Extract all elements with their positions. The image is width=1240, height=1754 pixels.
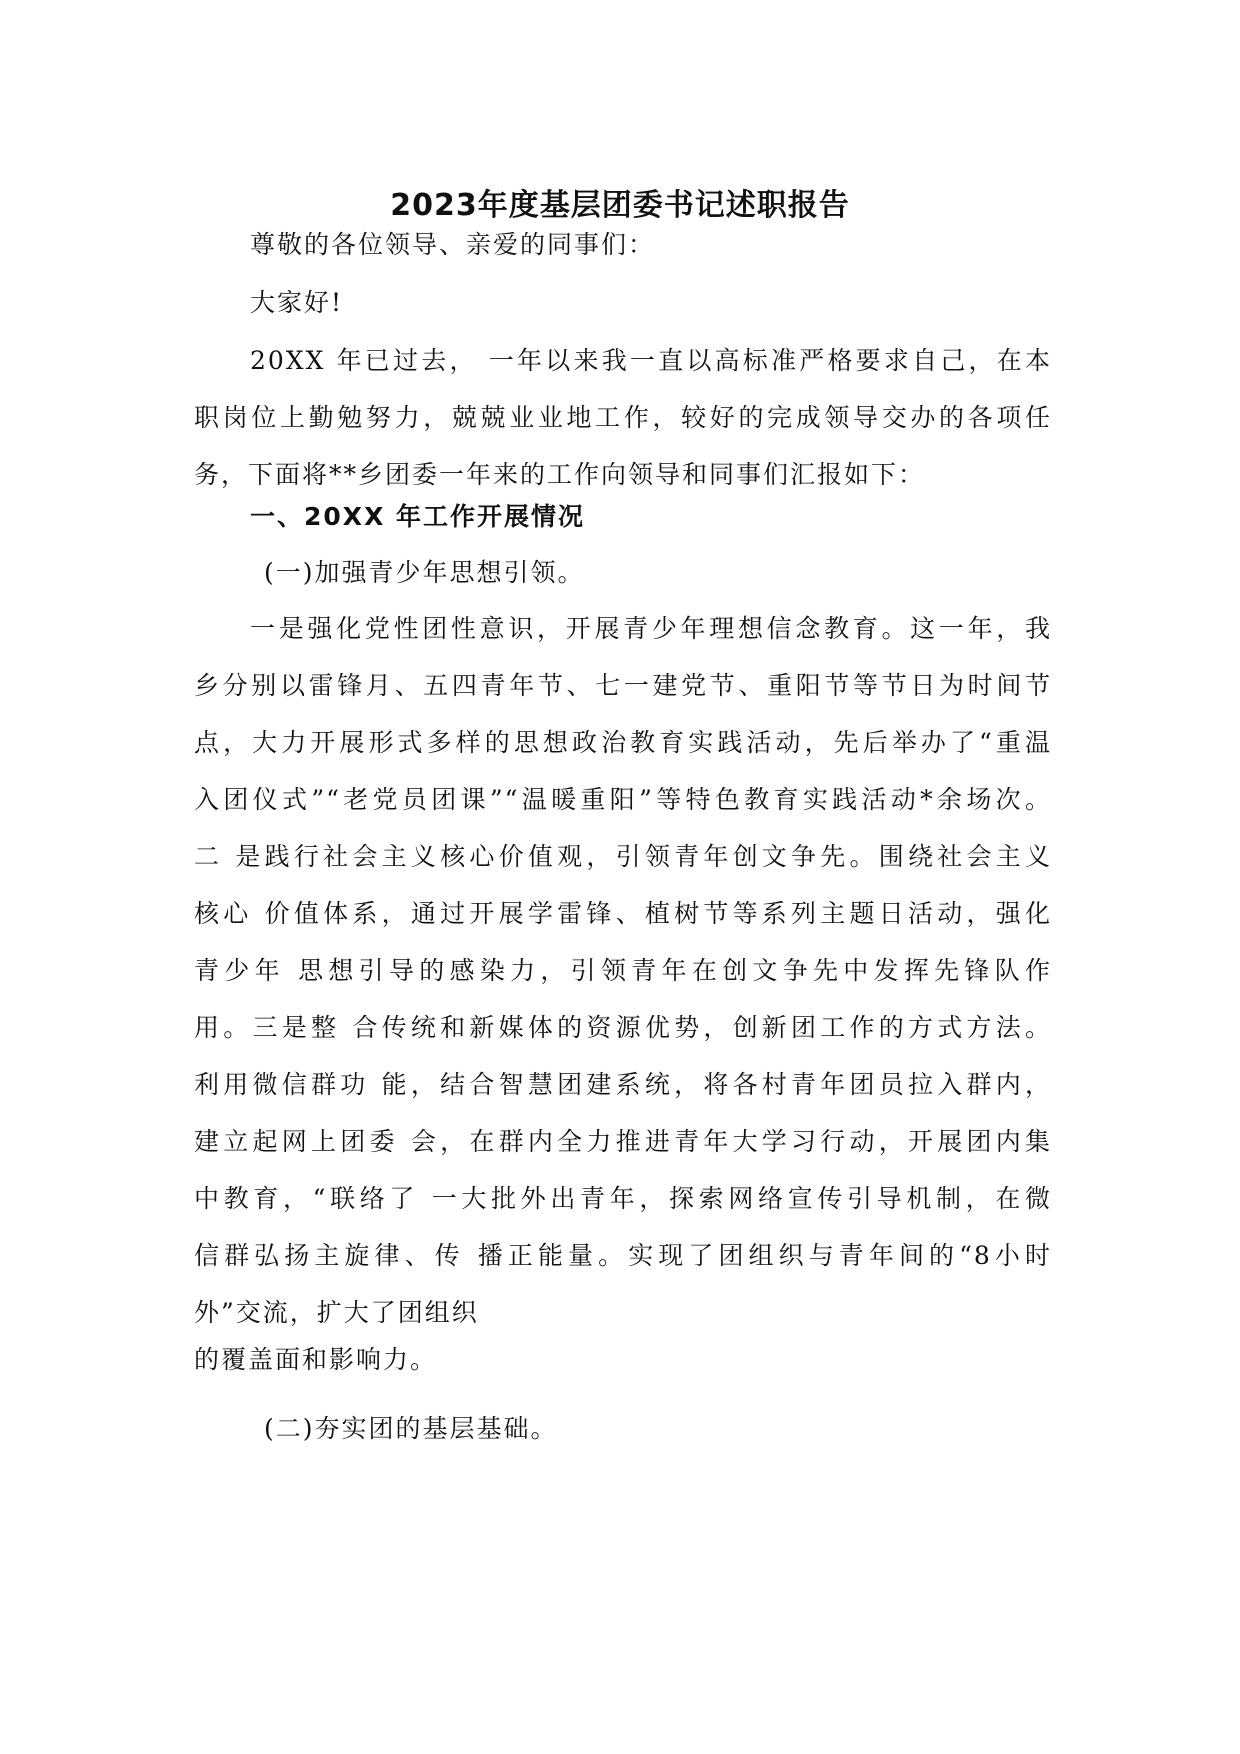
body-line-13: 外”交流，扩大了团组织	[194, 1298, 479, 1327]
greeting-paragraph	[194, 274, 1052, 331]
salutation-paragraph	[194, 216, 1052, 273]
section-1-heading: 一、20XX 年工作开展情况	[250, 502, 586, 531]
subsection-1-block	[194, 544, 1052, 601]
intro-paragraph	[194, 332, 1052, 503]
document-title: 2023年度基层团委书记述职报告	[390, 188, 850, 223]
intro-line-3: 务，下面将**乡团委一年来的工作向领导和同事们汇报如下：	[194, 460, 926, 489]
subsection-2-block	[194, 1400, 1052, 1457]
body-paragraph	[194, 600, 1052, 1388]
body-line-3: 点，大力开展形式多样的思想政治教育实践活动，先后举办了“重温	[194, 728, 1052, 757]
intro-line-2: 职岗位上勤勉努力，兢兢业业地工作，较好的完成领导交办的各项任	[194, 403, 1052, 432]
intro-line-1: 20XX 年已过去， 一年以来我一直以高标准严格要求自己，在本	[250, 346, 1052, 375]
body-line-11: 中教育，“联络了 一大批外出青年，探索网络宣传引导机制，在微	[194, 1184, 1052, 1213]
subsection-1-heading: (一)加强青少年思想引领。	[264, 558, 585, 587]
body-line-6: 核心 价值体系，通过开展学雷锋、植树节等系列主题日活动，强化	[194, 899, 1052, 928]
greeting-line: 大家好!	[250, 288, 344, 317]
body-line-2: 乡分别以雷锋月、五四青年节、七一建党节、重阳节等节日为时间节	[194, 671, 1052, 700]
body-line-10: 建立起网上团委 会，在群内全力推进青年大学习行动，开展团内集	[194, 1127, 1052, 1156]
section-1-heading-block	[194, 488, 1052, 545]
subsection-2-heading: (二)夯实团的基层基础。	[264, 1414, 558, 1443]
body-line-1: 一是强化党性团性意识，开展青少年理想信念教育。这一年，我	[250, 614, 1052, 643]
salutation-line: 尊敬的各位领导、亲爱的同事们：	[250, 230, 656, 259]
body-line-14: 的覆盖面和影响力。	[194, 1345, 438, 1374]
body-line-7: 青少年 思想引导的感染力，引领青年在创文争先中发挥先锋队作	[194, 956, 1052, 985]
body-line-8: 用。三是整 合传统和新媒体的资源优势，创新团工作的方式方法。	[194, 1013, 1052, 1042]
body-line-12: 信群弘扬主旋律、传 播正能量。实现了团组织与青年间的“8小时	[194, 1241, 1052, 1270]
body-line-9: 利用微信群功 能，结合智慧团建系统，将各村青年团员拉入群内，	[194, 1070, 1052, 1099]
body-line-5: 二 是践行社会主义核心价值观，引领青年创文争先。围绕社会主义	[194, 842, 1052, 871]
body-line-4: 入团仪式”“老党员团课”“温暖重阳”等特色教育实践活动*余场次。	[194, 785, 1052, 814]
